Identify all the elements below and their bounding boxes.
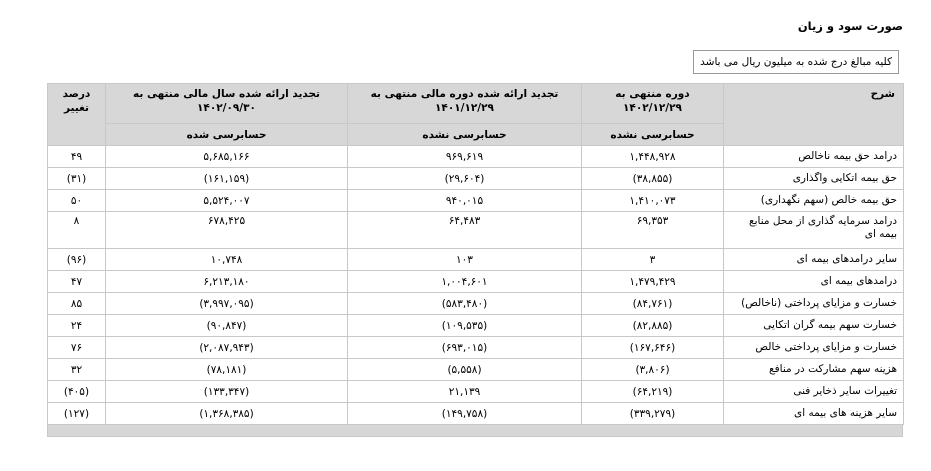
cell-change: ۷۶ [48, 337, 106, 359]
row-label: خسارت و مزایای پرداختی خالص [724, 337, 904, 359]
income-statement-table [47, 83, 904, 425]
cell-change: ۸ [48, 212, 106, 249]
header-col1-audit: حسابرسی نشده [582, 124, 724, 146]
cell-change: (۳۱) [48, 168, 106, 190]
cell-col3: ۵,۶۸۵,۱۶۶ [106, 146, 348, 168]
table-row [48, 190, 904, 212]
cell-col3: ۶۷۸,۴۲۵ [106, 212, 348, 249]
cell-change: ۲۴ [48, 315, 106, 337]
table-row [48, 271, 904, 293]
cell-col3: (۲,۰۸۷,۹۴۳) [106, 337, 348, 359]
header-col1-title: دوره منتهی به ۱۴۰۲/۱۲/۲۹ [582, 84, 724, 124]
cell-col3: ۱۰,۷۴۸ [106, 249, 348, 271]
cell-col2: ۹۶۹,۶۱۹ [348, 146, 582, 168]
cell-col3: (۱۶۱,۱۵۹) [106, 168, 348, 190]
cell-col1: ۳ [582, 249, 724, 271]
cell-change: ۵۰ [48, 190, 106, 212]
cell-col2: (۱۰۹,۵۳۵) [348, 315, 582, 337]
header-col2-audit: حسابرسی نشده [348, 124, 582, 146]
page-title: صورت سود و زیان [797, 19, 903, 33]
table-row [48, 212, 904, 249]
cell-col3: (۷۸,۱۸۱) [106, 359, 348, 381]
cell-col2: ۲۱,۱۳۹ [348, 381, 582, 403]
cell-change: ۳۲ [48, 359, 106, 381]
row-label: درامدهای بیمه ای [724, 271, 904, 293]
row-label: حق بیمه اتکایی واگذاری [724, 168, 904, 190]
cell-col2: (۶۹۳,۰۱۵) [348, 337, 582, 359]
row-label: درامد حق بیمه ناخالص [724, 146, 904, 168]
cell-col2: ۱,۰۰۴,۶۰۱ [348, 271, 582, 293]
cell-col1: (۸۲,۸۸۵) [582, 315, 724, 337]
table-row [48, 381, 904, 403]
currency-note: کلیه مبالغ درج شده به میلیون ریال می باشد [693, 50, 899, 74]
header-desc: شرح [724, 84, 904, 146]
cell-col3: (۳,۹۹۷,۰۹۵) [106, 293, 348, 315]
table-row [48, 249, 904, 271]
cell-col1: (۳۸,۸۵۵) [582, 168, 724, 190]
table-row [48, 337, 904, 359]
row-label: خسارت سهم بیمه گران اتکایی [724, 315, 904, 337]
cell-col3: ۶,۲۱۳,۱۸۰ [106, 271, 348, 293]
cell-col3: (۱,۳۶۸,۳۸۵) [106, 403, 348, 425]
cell-col2: ۶۴,۴۸۳ [348, 212, 582, 249]
table-row [48, 146, 904, 168]
cell-change: (۴۰۵) [48, 381, 106, 403]
row-label: خسارت و مزایای پرداختی (ناخالص) [724, 293, 904, 315]
row-label: تغییرات سایر ذخایر فنی [724, 381, 904, 403]
cell-col2: ۹۴۰,۰۱۵ [348, 190, 582, 212]
row-label: سایر هزینه های بیمه ای [724, 403, 904, 425]
header-col3-title: تجدید ارائه شده سال مالی منتهی به ۱۴۰۲/۰۹/۳۰ [106, 84, 348, 124]
cell-col3: ۵,۵۲۴,۰۰۷ [106, 190, 348, 212]
cell-change: ۸۵ [48, 293, 106, 315]
income-statement-table-wrap [47, 83, 903, 437]
cell-col1: ۱,۴۷۹,۴۲۹ [582, 271, 724, 293]
cell-col2: (۲۹,۶۰۴) [348, 168, 582, 190]
cell-col1: (۳,۸۰۶) [582, 359, 724, 381]
cell-change: (۹۶) [48, 249, 106, 271]
table-row [48, 293, 904, 315]
header-change-percent: درصد تغییر [48, 84, 106, 146]
cell-col2: ۱۰۳ [348, 249, 582, 271]
cell-col1: (۱۶۷,۶۴۶) [582, 337, 724, 359]
table-row [48, 359, 904, 381]
cell-col1: ۱,۴۱۰,۰۷۳ [582, 190, 724, 212]
row-label: هزینه سهم مشارکت در منافع [724, 359, 904, 381]
cell-col1: (۳۳۹,۲۷۹) [582, 403, 724, 425]
cell-col3: (۹۰,۸۴۷) [106, 315, 348, 337]
cell-col2: (۵۸۳,۴۸۰) [348, 293, 582, 315]
cell-col1: (۶۴,۲۱۹) [582, 381, 724, 403]
cell-change: (۱۲۷) [48, 403, 106, 425]
cell-col1: ۱,۴۴۸,۹۲۸ [582, 146, 724, 168]
header-row-1 [48, 84, 904, 124]
table-row [48, 403, 904, 425]
table-row [48, 168, 904, 190]
cell-col1: ۶۹,۳۵۳ [582, 212, 724, 249]
header-col2-title: تجدید ارائه شده دوره مالی منتهی به ۱۴۰۱/۱۲/۲۹ [348, 84, 582, 124]
table-row [48, 315, 904, 337]
header-col3-audit: حسابرسی شده [106, 124, 348, 146]
cell-change: ۴۷ [48, 271, 106, 293]
cell-change: ۴۹ [48, 146, 106, 168]
cell-col1: (۸۴,۷۶۱) [582, 293, 724, 315]
row-label: سایر درامدهای بیمه ای [724, 249, 904, 271]
cell-col3: (۱۳۳,۳۴۷) [106, 381, 348, 403]
row-label: حق بیمه خالص (سهم نگهداری) [724, 190, 904, 212]
row-label: درامد سرمایه گذاری از محل منابع بیمه ای [724, 212, 904, 249]
table-footer-bar [47, 425, 903, 437]
cell-col2: (۱۴۹,۷۵۸) [348, 403, 582, 425]
cell-col2: (۵,۵۵۸) [348, 359, 582, 381]
